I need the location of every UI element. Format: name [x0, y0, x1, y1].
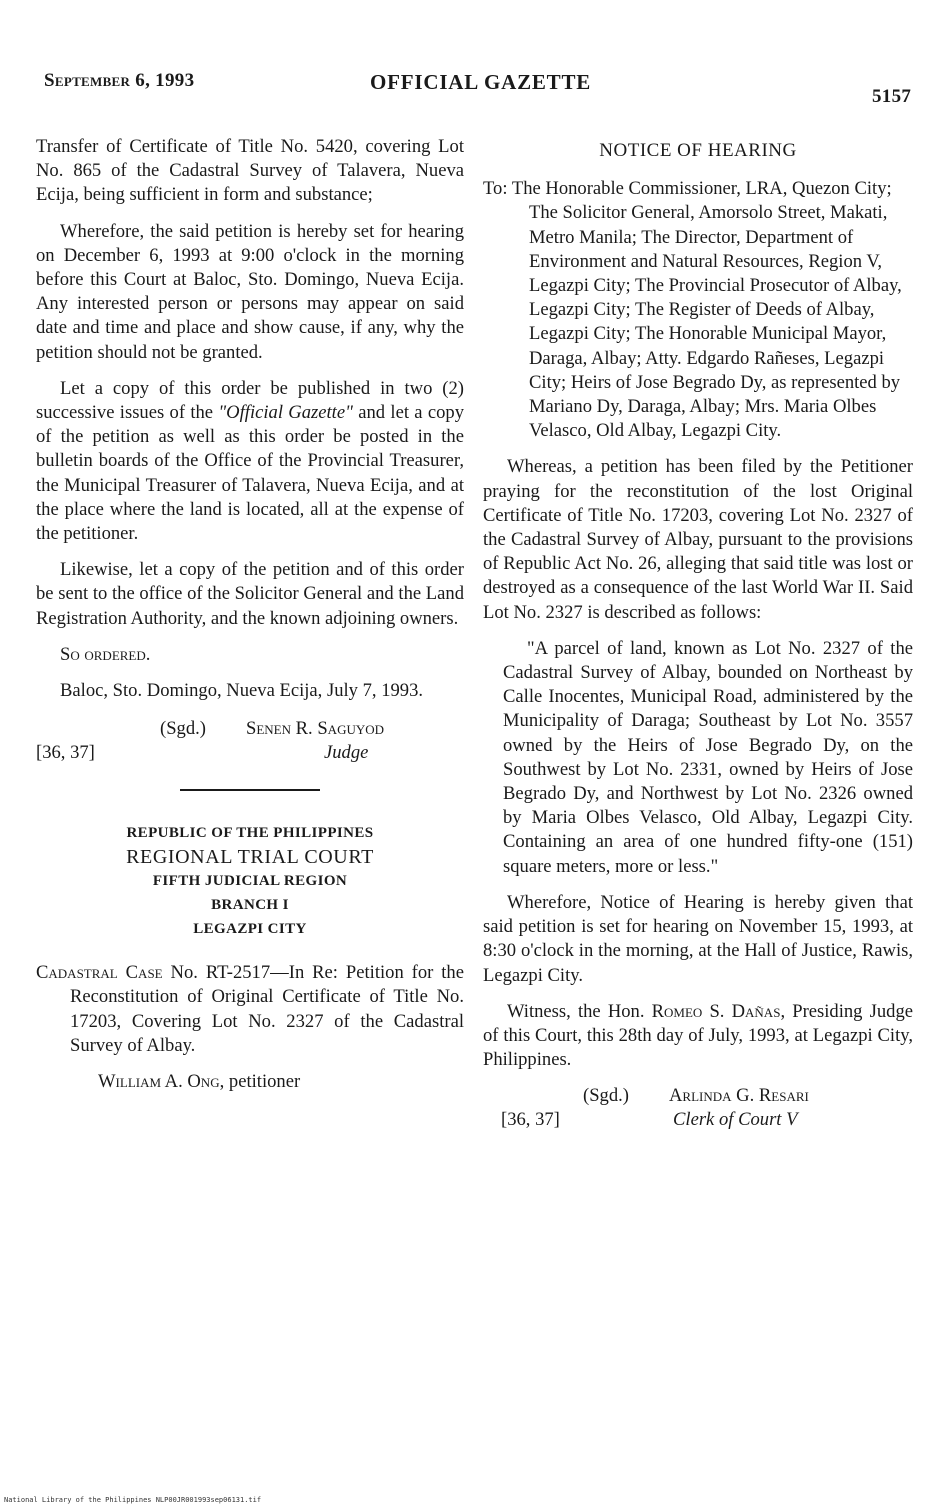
clerk-issue-reference: [36, 37] [501, 1109, 560, 1131]
signed-mark: (Sgd.) [160, 718, 206, 740]
notice-title: NOTICE OF HEARING [599, 140, 797, 161]
scan-footer-stamp: National Library of the Philippines NLP00JR001993sep06131.tif [4, 1496, 262, 1504]
petitioner-name: William A. Ong [98, 1071, 220, 1093]
notice-addressees: To: The Honorable Commissioner, LRA, Quezon City; The Solicitor General, Amorsolo Street, Makati, Metro Manila; The Director, Department of Environment and Natural Resources, Region V, Legazpi City; The Provincial Prosecutor of Albay, Legazpi City; The Register of Deeds of Albay, Legazpi City; The Honorable Municipal Mayor, Daraga, Albay; Atty. Edgardo Rañeses, Legazpi City; Heirs of Jose Begrado Dy, as represented by Mariano Dy, Daraga, Albay; Mrs. Maria Olbes Velasco, Old Albay, Legazpi City. [483, 178, 902, 442]
case-caption [36, 961, 464, 1058]
case-label: Cadastral Case [36, 962, 163, 984]
judge-name: Senen R. Saguyod [246, 718, 385, 740]
court-line-rtc: REGIONAL TRIAL COURT [126, 846, 374, 869]
clerk-signed-mark: (Sgd.) [583, 1085, 629, 1107]
paragraph-notice-wherefore: Wherefore, Notice of Hearing is hereby given that said petition is set for hearing on November 15, 1993, at 8:30 o'clock in the morning, at the Hall of Justice, Rawis, Legazpi City. [483, 891, 913, 986]
paragraph-whereas: Whereas, a petition has been filed by the Petitioner praying for the reconstitution of the lost Original Certificate of Title No. 17203, covering Lot No. 2327 of the Cadastral Survey of Albay, pursuant to the provisions of Republic Act No. 26, alleging that said title was lost or destroyed as a consequence of the last World War II. Said Lot No. 2327 is described as follows: [483, 456, 913, 623]
clerk-signature-block [483, 1084, 913, 1136]
publication-order-text-a: Let a copy of this order be published in two (2) successive issues of the [36, 377, 464, 424]
left-column [36, 135, 464, 1106]
judge-signature-block [36, 717, 464, 769]
header-publication: OFFICIAL GAZETTE [370, 70, 592, 94]
publication-order-text-b: and let a copy of the petition as well as this order be posted in the bulletin boards of the Office of the Provincial Treasurer, the Municipal Treasurer of Talavera, Nueva Ecija, and at the place where the land is located, all at the expense of the petitioner. [36, 402, 465, 545]
header-page-number: 5157 [872, 86, 912, 107]
petitioner-role: , petitioner [219, 1071, 301, 1093]
so-ordered: So ordered. [60, 643, 151, 665]
lot-description-quote: "A parcel of land, known as Lot No. 2327 of the Cadastral Survey of Albay, bounded on Northeast by Calle Inocentes, Municipal Road, administered by the Municipality of Daraga; Southeast by Lot No. 3557 owned by the Heirs of Jose Begrado Dy, on the Southwest by Lot No. 2331, owned by Heirs of Jose Begrado Dy, and Northwest by Lot No. 2326 owned by Maria Olbes Velasco, Old Albay, Legazpi City. Containing an area of one hundred fifty-one (151) square meters, more or less." [503, 637, 913, 877]
section-divider [180, 789, 320, 791]
court-heading [36, 821, 464, 941]
right-column [483, 135, 913, 1136]
paragraph-likewise: Likewise, let a copy of the petition and of this order be sent to the office of the Solicitor General and the Land Registration Authority, and the known adjoining owners. [36, 559, 464, 629]
presiding-judge-name: Romeo S. Dañas [651, 1000, 781, 1022]
petitioner-line [36, 1070, 464, 1094]
paragraph-wherefore: Wherefore, the said petition is hereby set for hearing on December 6, 1993 at 9:00 o'clock in the morning before this Court at Baloc, Sto. Domingo, Nueva Ecija. Any interested person or persons may appear on said date and time and place and show cause, if any, why the petition should not be granted. [36, 220, 464, 363]
witness-text-a: Witness, the Hon. [507, 1000, 652, 1022]
witness-text-b: , Presiding Judge of this Court, this 28th day of July, 1993, at Legazpi City, Philippines. [483, 1000, 914, 1071]
paragraph-witness [483, 1000, 913, 1073]
gazette-name: "Official Gazette" [218, 402, 353, 424]
court-line-branch: BRANCH I [211, 897, 289, 914]
judge-title: Judge [324, 742, 369, 764]
court-line-city: LEGAZPI CITY [193, 921, 307, 938]
court-line-republic: REPUBLIC OF THE PHILIPPINES [126, 825, 374, 842]
court-line-region: FIFTH JUDICIAL REGION [152, 873, 348, 890]
issue-reference: [36, 37] [36, 742, 95, 764]
clerk-title: Clerk of Court V [673, 1109, 798, 1131]
place-date: Baloc, Sto. Domingo, Nueva Ecija, July 7, 1993. [60, 680, 424, 702]
paragraph-publication-order [36, 377, 464, 546]
paragraph-transfer: Transfer of Certificate of Title No. 5420, covering Lot No. 865 of the Cadastral Survey of Talavera, Nueva Ecija, being sufficient in form and substance; [36, 136, 464, 206]
case-text: No. RT-2517—In Re: Petition for the Reconstitution of Original Certificate of Title No. 17203, Covering Lot No. 2327 of the Cadastral Survey of Albay. [70, 962, 464, 1056]
header-date: September 6, 1993 [44, 70, 195, 91]
clerk-name: Arlinda G. Resari [669, 1085, 809, 1107]
